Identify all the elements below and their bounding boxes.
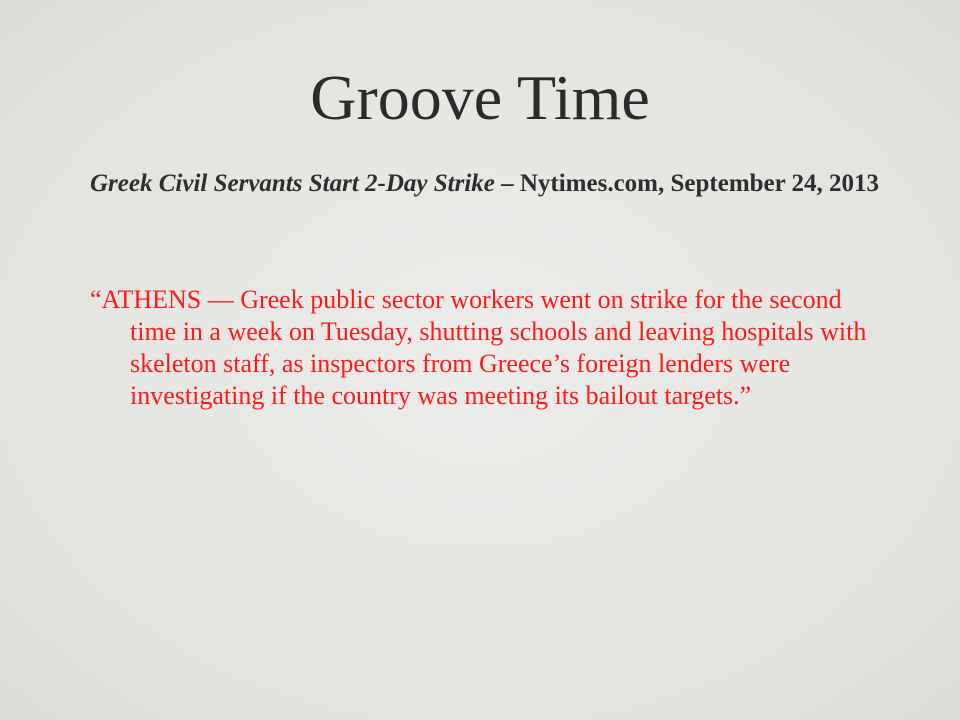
article-citation	[90, 166, 890, 202]
citation-separator: –	[494, 170, 520, 197]
article-quote: “ATHENS — Greek public sector workers went on strike for the second time in a week on Tuesday, shutting schools and leaving hospitals with skeleton staff, as inspectors from Greece’s foreign lenders were investigating if the country was meeting its bailout targets.”	[90, 285, 867, 410]
citation-source: Nytimes.com, September 24, 2013	[519, 170, 880, 197]
slide-title: Groove Time	[310, 62, 650, 133]
article-title: Greek Civil Servants Start 2-Day Strike	[90, 170, 495, 197]
